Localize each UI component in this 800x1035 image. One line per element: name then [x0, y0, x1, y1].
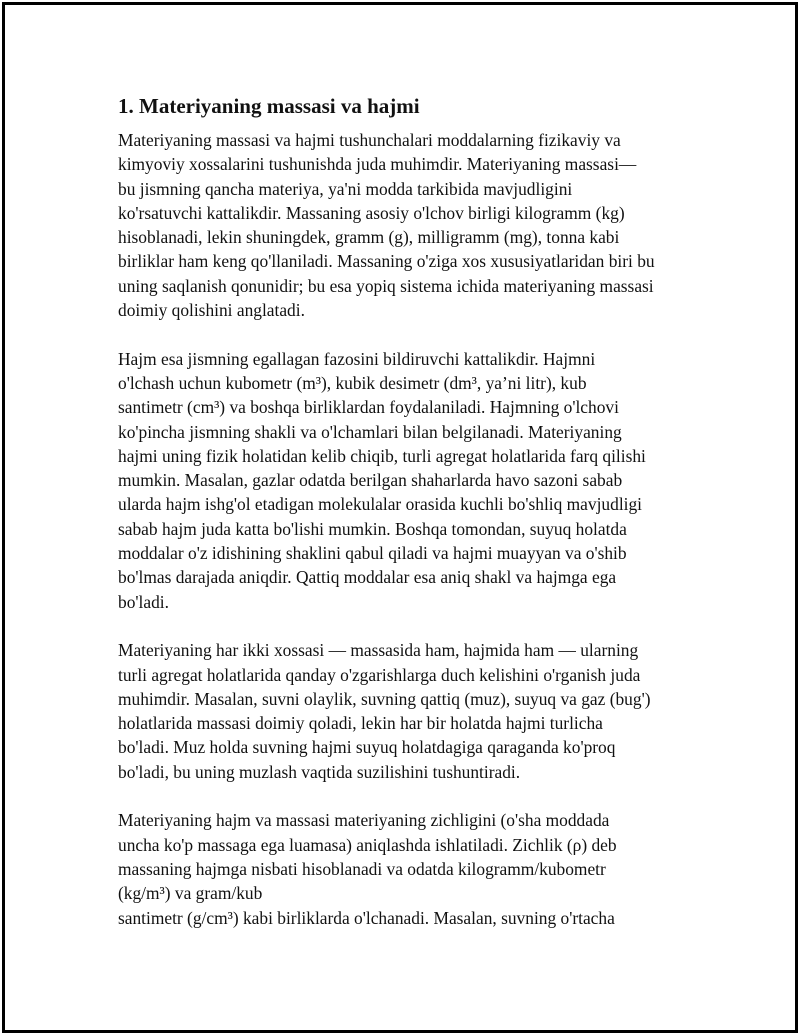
text-line: muhimdir. Masalan, suvni olaylik, suvning qattiq (muz), suyuq va gaz (bug') [118, 688, 651, 709]
text-line: (kg/m³) va gram/kub [118, 883, 263, 904]
text-line: bo'lmas darajada aniqdir. Qattiq moddalar esa aniq shakl va hajmga ega [118, 567, 617, 588]
document-body [118, 92, 698, 954]
text-line: bu jismning qancha materiya, ya'ni modda tarkibida mavjudligini [118, 178, 573, 199]
paragraph-mass [118, 128, 698, 322]
paragraph-volume [118, 347, 698, 614]
text-line: Hajm esa jismning egallagan fazosini bildiruvchi kattalikdir. Hajmni [118, 348, 596, 369]
text-line: moddalar o'z idishining shaklini qabul qiladi va hajmi muayyan va o'shib [118, 543, 627, 564]
text-line: ko'rsatuvchi kattalikdir. Massaning asosiy o'lchov birligi kilogramm (kg) [118, 202, 625, 223]
text-line: ko'pincha jismning shakli va o'lchamlari bilan belgilanadi. Materiyaning [118, 421, 622, 442]
text-line: turli agregat holatlarida qanday o'zgarishlarga duch kelishini o'rganish juda [118, 664, 641, 685]
text-line: kimyoviy xossalarini tushunishda juda muhimdir. Materiyaning massasi— [118, 154, 637, 175]
text-line: bo'ladi, bu uning muzlash vaqtida suzilishini tushuntiradi. [118, 761, 521, 782]
text-line: Materiyaning massasi va hajmi tushunchalari moddalarning fizikaviy va [118, 130, 621, 150]
text-line: doimiy qolishini anglatadi. [118, 300, 305, 321]
text-line: ularda hajm ishg'ol etadigan molekulalar orasida kuchli bo'shliq mavjudligi [118, 494, 643, 515]
text-line: santimetr (cm³) va boshqa birliklardan foydalaniladi. Hajmning o'lchovi [118, 397, 619, 418]
text-line: massaning hajmga nisbati hisoblanadi va odatda kilogramm/kubometr [118, 858, 606, 879]
text-line: o'lchash uchun kubometr (m³), kubik desimetr (dm³, ya’ni litr), kub [118, 372, 587, 393]
text-line: uning saqlanish qonunidir; bu esa yopiq sistema ichida materiyaning massasi [118, 275, 654, 296]
text-line: Materiyaning hajm va massasi materiyaning zichligini (o'sha moddada [118, 810, 610, 831]
text-line: uncha ko'p massaga ega luamasa) aniqlashda ishlatiladi. Zichlik (ρ) deb [118, 834, 617, 855]
text-line: birliklar ham keng qo'llaniladi. Massaning o'ziga xos xususiyatlaridan biri bu [118, 251, 655, 272]
text-line: bo'ladi. [118, 591, 169, 612]
text-line: hajmi uning fizik holatidan kelib chiqib, turli agregat holatlarida farq qilishi [118, 445, 646, 466]
text-line: santimetr (g/cm³) kabi birliklarda o'lchanadi. Masalan, suvning o'rtacha [118, 907, 615, 928]
text-line: mumkin. Masalan, gazlar odatda berilgan shaharlarda havo sazoni sabab [118, 470, 623, 491]
text-line: Materiyaning har ikki xossasi — massasida ham, hajmida ham — ularning [118, 640, 639, 661]
paragraph-density [118, 808, 698, 929]
section-heading: 1. Materiyaning massasi va hajmi [118, 94, 420, 118]
text-line: sabab hajm juda katta bo'lishi mumkin. Boshqa tomondan, suyuq holatda [118, 518, 627, 539]
text-line: holatlarida massasi doimiy qoladi, lekin har bir holatda hajmi turlicha [118, 713, 603, 734]
text-line: hisoblanadi, lekin shuningdek, gramm (g), milligramm (mg), tonna kabi [118, 227, 620, 248]
text-line: bo'ladi. Muz holda suvning hajmi suyuq holatdagiga qaraganda ko'proq [118, 737, 616, 758]
paragraph-states [118, 638, 698, 784]
